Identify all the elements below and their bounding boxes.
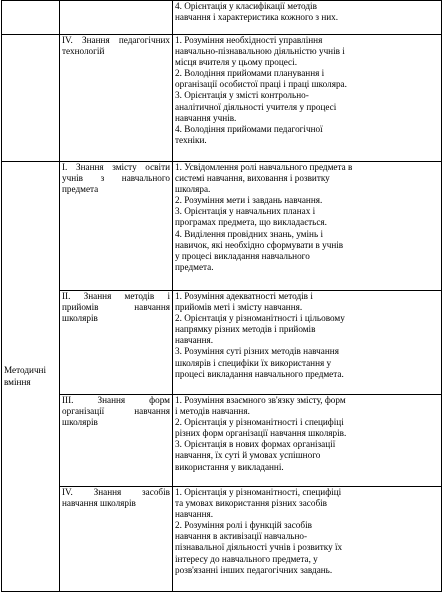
skill-line: використання у викладанні. bbox=[175, 461, 284, 472]
skill-line: навчання і характеристика кожного з них. bbox=[175, 12, 339, 23]
knowledge-area-cell: I. Знання змісту освіти учнів з навчального предмета bbox=[60, 162, 173, 291]
knowledge-area-cell: IV. Знання педагогічних технологій bbox=[60, 35, 173, 162]
skills-cell bbox=[173, 1, 442, 35]
table-row bbox=[2, 1, 442, 35]
skill-line: системі навчання, виховання і розвитку bbox=[175, 173, 330, 184]
category-cell-empty bbox=[2, 35, 60, 162]
skill-line: навчально-пізнавальною діяльністю учнів і bbox=[175, 46, 345, 57]
skill-line: процесі викладання навчального предмета. bbox=[175, 368, 344, 379]
category-cell-empty bbox=[2, 1, 60, 35]
skill-line: і методів навчання. bbox=[175, 406, 250, 417]
skill-line: 2. Орієнтація у різноманітності і специфіці bbox=[175, 417, 344, 428]
knowledge-area-cell bbox=[60, 1, 173, 35]
skill-line: 1. Усвідомлення ролі навчального предмета в bbox=[175, 162, 353, 172]
skills-cell bbox=[173, 487, 442, 592]
skill-line: 4. Виділення провідних знань, умінь і bbox=[175, 228, 323, 239]
skill-line: 2. Розуміння мети і завдань навчання. bbox=[175, 195, 323, 206]
category-label: вміння bbox=[4, 376, 31, 387]
skills-cell bbox=[173, 162, 442, 291]
skill-line: навчання. bbox=[175, 509, 214, 520]
skill-line: 3. Розуміння суті різних методів навчання bbox=[175, 346, 339, 357]
skill-line: навчання, їх суті й умовах успішного bbox=[175, 450, 321, 461]
skill-line: предмета. bbox=[175, 261, 214, 272]
knowledge-area-cell: IV. Знання засобів навчання школярів bbox=[60, 487, 173, 592]
skill-line: прийомів меті і змісту навчання. bbox=[175, 302, 303, 313]
skill-line: 1. Орієнтація у різноманітності, специфіці bbox=[175, 487, 342, 497]
skill-line: навчання учнів. bbox=[175, 112, 237, 123]
skill-line: інтересу до навчального предмета, у bbox=[175, 553, 318, 564]
skill-line: розв'язанні інших педагогічних завдань. bbox=[175, 564, 333, 575]
skill-line: школяра. bbox=[175, 184, 211, 195]
skill-line: навчання. bbox=[175, 335, 214, 346]
skill-line: та умовах використання різних засобів bbox=[175, 498, 328, 509]
skill-line: 1. Розуміння адекватності методів і bbox=[175, 291, 313, 301]
skill-line: 2. Володіння прийомами планування і bbox=[175, 68, 325, 79]
skill-line: програмах предмета, що викладається. bbox=[175, 217, 327, 228]
category-cell bbox=[2, 162, 60, 592]
table-row bbox=[2, 35, 442, 162]
skill-line: у процесі викладання навчального bbox=[175, 250, 310, 261]
skill-line: 4. Орієнтація у класифікації методів bbox=[175, 1, 317, 11]
skills-cell bbox=[173, 395, 442, 487]
skill-line: навичок, які необхідно сформувати в учнів bbox=[175, 239, 344, 250]
methodical-skills-table bbox=[1, 0, 442, 592]
skill-line: організації особистої праці і праці школяра. bbox=[175, 79, 347, 90]
skill-line: 3. Орієнтація у навчальних планах і bbox=[175, 206, 316, 217]
skills-cell bbox=[173, 35, 442, 162]
skill-line: 3. Орієнтація в нових формах організації bbox=[175, 439, 336, 450]
skill-line: напрямку різних методів і прийомів bbox=[175, 324, 316, 335]
skill-line: різних форм організації навчання школярів. bbox=[175, 428, 347, 439]
skill-line: 4. Володіння прийомами педагогічної bbox=[175, 123, 323, 134]
skill-line: 2. Розуміння ролі і функцій засобів bbox=[175, 520, 312, 531]
skill-line: школярів і специфіки їх використання у bbox=[175, 357, 332, 368]
skill-line: 1. Розуміння необхідності управління bbox=[175, 35, 323, 45]
category-label: Методичні bbox=[4, 365, 47, 376]
table-row bbox=[2, 291, 442, 395]
table-row bbox=[2, 487, 442, 592]
table-row bbox=[2, 162, 442, 291]
skill-line: 1. Розуміння взаємного зв'язку змісту, форм bbox=[175, 395, 346, 405]
knowledge-area-cell: II. Знання методів і прийомів навчання школярів bbox=[60, 291, 173, 395]
knowledge-area-cell: III. Знання форм організації навчання школярів bbox=[60, 395, 173, 487]
skill-line: пізнавальної діяльності учнів і розвитку їх bbox=[175, 542, 343, 553]
skill-line: 3. Орієнтація у змісті контрольно- bbox=[175, 90, 309, 101]
skill-line: місця вчителя у цьому процесі. bbox=[175, 57, 297, 68]
skill-line: аналітичної діяльності учителя у процесі bbox=[175, 101, 337, 112]
skill-line: 2. Орієнтація у різноманітності і цільовому bbox=[175, 313, 345, 324]
skill-line: техніки. bbox=[175, 134, 207, 145]
table-row bbox=[2, 395, 442, 487]
skills-cell bbox=[173, 291, 442, 395]
skill-line: навчання в активізації навчально- bbox=[175, 531, 308, 542]
